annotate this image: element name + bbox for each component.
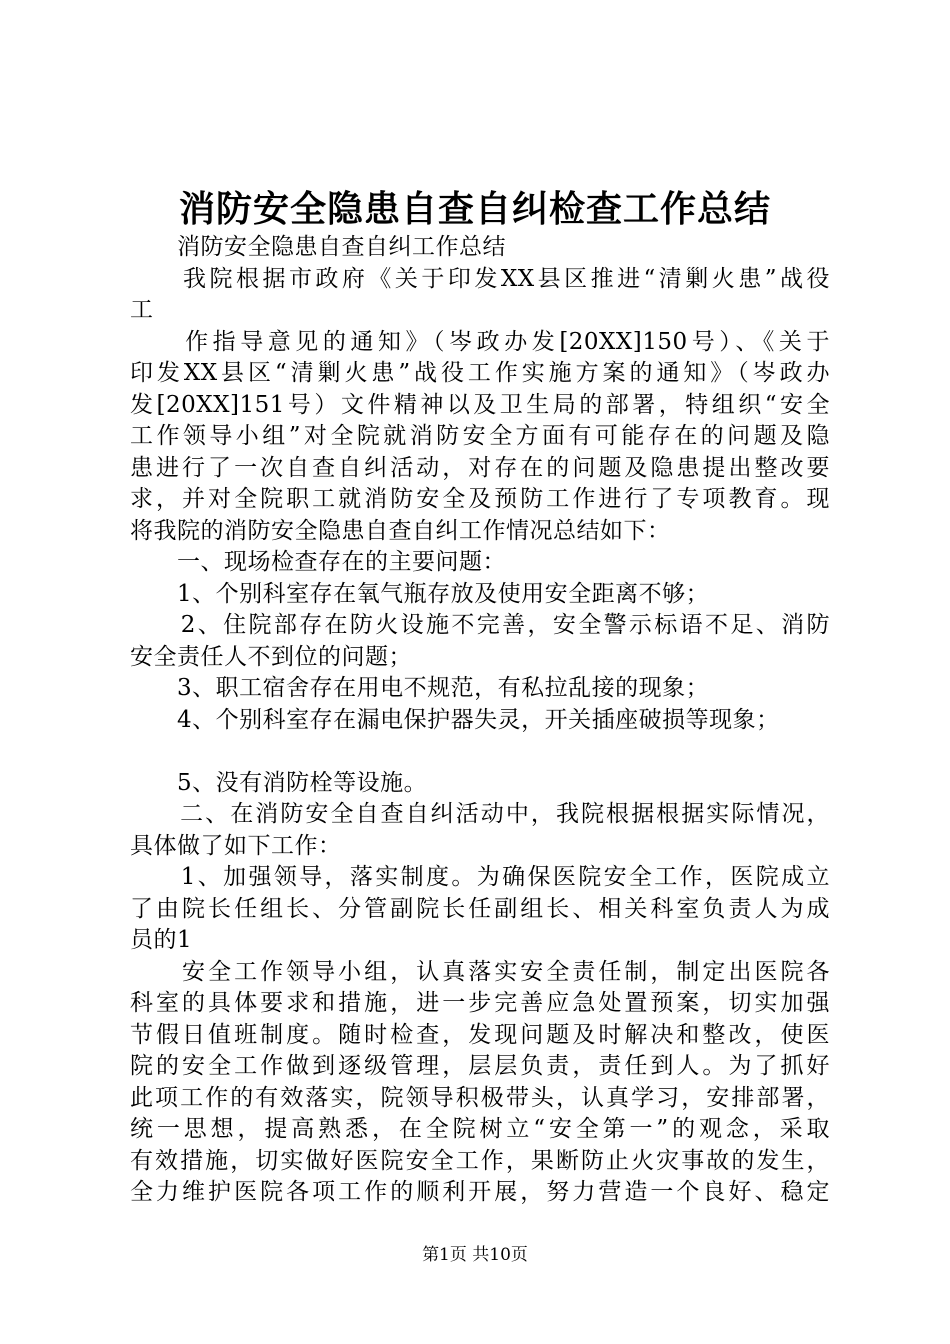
paragraph-line: 安全工作领导小组，认真落实安全责任制，制定出医院各: [130, 958, 830, 985]
paragraph-line: 全力维护医院各项工作的顺利开展，努力营造一个良好、稳定: [130, 1179, 830, 1205]
paragraph-line: 院的安全工作做到逐级管理，层层负责，责任到人。为了抓好: [130, 1053, 830, 1079]
paragraph-line: 消防安全隐患自查自纠工作总结: [130, 234, 506, 260]
paragraph-line: 具体做了如下工作：: [130, 832, 342, 859]
paragraph-line: 了由院长任组长、分管副院长任副组长、相关科室负责人为成: [130, 895, 830, 922]
paragraph-line: 1、个别科室存在氧气瓶存放及使用安全距离不够；: [130, 580, 710, 607]
paragraph-line: 印发XX县区“清剿火患”战役工作实施方案的通知》（岑政办: [130, 360, 830, 386]
paragraph-line: 科室的具体要求和措施，进一步完善应急处置预案，切实加强: [130, 990, 830, 1016]
paragraph-line: 作指导意见的通知》（岑政办发[20XX]150号）、《关于: [130, 328, 830, 355]
paragraph-line: 1、加强领导，落实制度。为确保医院安全工作，医院成立: [130, 864, 830, 890]
paragraph-line: 员的1: [130, 927, 193, 953]
paragraph-line: 3、职工宿舍存在用电不规范，有私拉乱接的现象；: [130, 675, 710, 701]
paragraph-line: 发[20XX]151号）文件精神以及卫生局的部署，特组织“安全: [130, 391, 830, 418]
paragraph-line: 4、个别科室存在漏电保护器失灵，开关插座破损等现象；: [130, 706, 780, 733]
paragraph-line: 将我院的消防安全隐患自查自纠工作情况总结如下：: [130, 517, 671, 544]
paragraph-line: 节假日值班制度。随时检查，发现问题及时解决和整改，使医: [130, 1021, 830, 1048]
page-footer: 第1页 共10页: [422, 1245, 528, 1265]
paragraph-line: 我院根据市政府《关于印发XX县区推进“清剿火患”战役: [130, 265, 830, 292]
paragraph-line: 5、没有消防栓等设施。: [130, 769, 428, 796]
paragraph-line: 统一思想，提高熟悉，在全院树立“安全第一”的观念，采取: [130, 1116, 830, 1142]
paragraph-line: 求，并对全院职工就消防安全及预防工作进行了专项教育。现: [130, 486, 830, 512]
paragraph-line: 有效措施，切实做好医院安全工作，果断防止火灾事故的发生，: [130, 1147, 830, 1174]
paragraph-line: 工作领导小组”对全院就消防安全方面有可能存在的问题及隐: [130, 423, 830, 449]
paragraph-line: 患进行了一次自查自纠活动，对存在的问题及隐患提出整改要: [130, 454, 830, 481]
document-title: 消防安全隐患自查自纠检查工作总结: [178, 188, 771, 230]
paragraph-line: 一、现场检查存在的主要问题：: [130, 549, 506, 575]
paragraph-line: 安全责任人不到位的问题；: [130, 643, 412, 670]
paragraph-line: 二、在消防安全自查自纠活动中，我院根据根据实际情况，: [130, 801, 830, 827]
paragraph-line: 2、住院部存在防火设施不完善，安全警示标语不足、消防: [130, 612, 830, 638]
paragraph-line: 此项工作的有效落实，院领导积极带头，认真学习，安排部署，: [130, 1084, 830, 1111]
paragraph-line: [130, 736, 830, 768]
paragraph-line: 工: [130, 297, 154, 323]
document-body: [130, 232, 830, 1209]
